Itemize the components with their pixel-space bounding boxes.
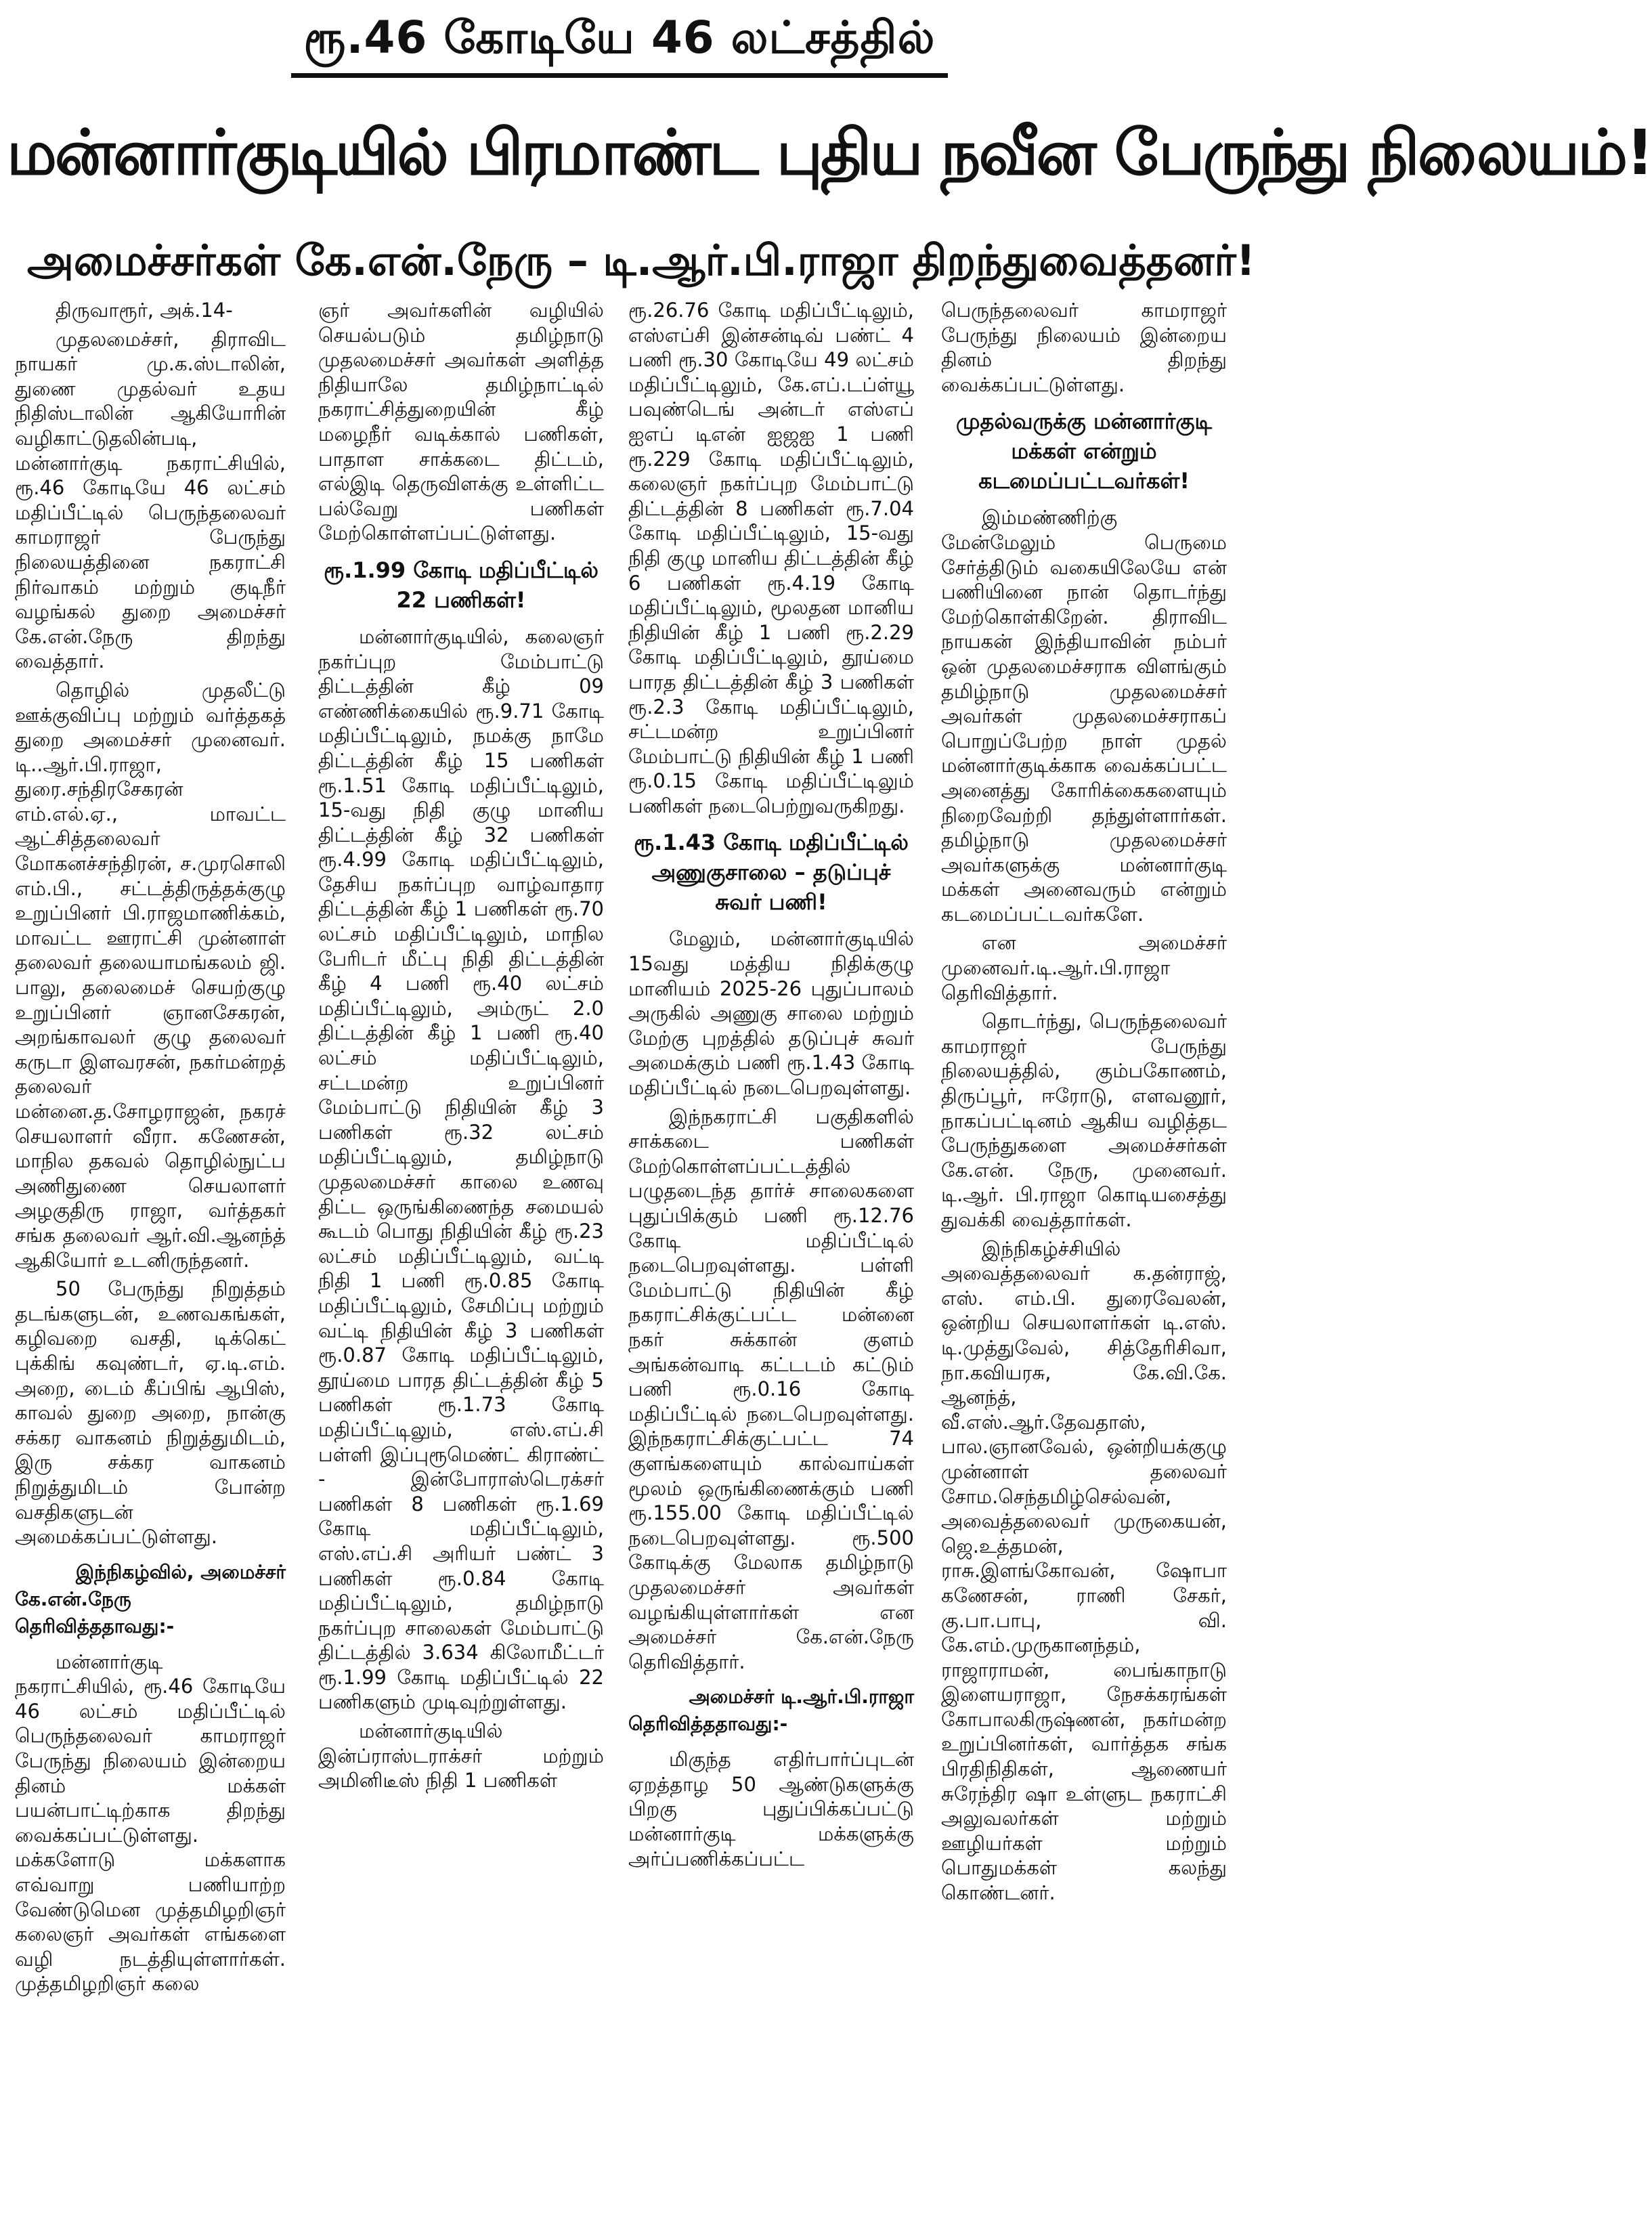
sub-heading-line: ரூ.1.99 கோடி மதிப்பீட்டில் [324, 557, 599, 583]
paragraph: 50 பேருந்து நிறுத்தம் தடங்களுடன், உணவகங்கள், கழிவறை வசதி, டிக்கெட் புக்கிங் கவுண்டர், ஏ.டி.எம். அறை, டைம் கீப்பிங் ஆபிஸ், காவல் துறை அறை, நான்கு சக்கர வாகனம் நிறுத்துமிடம், இரு சக்கர வாகனம் நிறுத்துமிடம் போன்ற வசதிகளுடன் அமைக்கப்பட்டுள்ளது. [15, 1277, 286, 1549]
sub-heading-line: தெரிவித்ததாவது:- [628, 1713, 788, 1736]
sub-heading [941, 406, 1227, 496]
sub-heading-line: அணுகுசாலை – தடுப்புச் சுவர் பணி! [651, 859, 891, 916]
sub-heading-line: கே.என்.நேரு தெரிவித்ததாவது:- [15, 1587, 175, 1637]
sub-heading [628, 1683, 914, 1738]
sub-heading-line: அமைச்சர் டி.ஆர்.பி.ராஜா [689, 1685, 914, 1708]
kicker-underline [291, 73, 948, 78]
paragraph: மேலும், மன்னார்குடியில் 15வது மத்திய நிதிக்குழு மானியம் 2025-26 புதுப்பாலம் அருகில் அணுகு சாலை மற்றும் மேற்கு புறத்தில் தடுப்புச் சுவர் அமைக்கும் பணி ரூ.1.43 கோடி மதிப்பீட்டில் நடைபெறவுள்ளது. [628, 927, 914, 1100]
kicker-headline: ரூ.46 கோடியே 46 லட்சத்தில் [303, 12, 936, 64]
paragraph: இம்மண்ணிற்கு மேன்மேலும் பெருமை சேர்த்திடும் வகையிலேயே என் பணியினை நான் தொடர்ந்து மேற்கொள்கிறேன். திராவிட நாயகன் இந்தியாவின் நம்பர் ஒன் முதலமைச்சராக விளங்கும் தமிழ்நாடு முதலமைச்சர் அவர்கள் முதலமைச்சராகப் பொறுப்பேற்ற நாள் முதல் மன்னார்குடிக்காக வைக்கப்பட்ட அனைத்து கோரிக்கைகளையும் நிறைவேற்றி தந்துள்ளார்கள். தமிழ்நாடு முதலமைச்சர் அவர்களுக்கு மன்னார்குடி மக்கள் அனைவரும் என்றும் கடமைப்பட்டவர்களே. [941, 506, 1227, 926]
paragraph: தொடர்ந்து, பெருந்தலைவர் காமராஜர் பேருந்து நிலையத்தில், கும்பகோணம், திருப்பூர், ஈரோடு, எளவனூர், நாகப்பட்டினம் ஆகிய வழித்தட பேருந்துகளை அமைச்சர்கள் கே.என். நேரு, முனைவர். டி.ஆர். பி.ராஜா கொடியசைத்து துவக்கி வைத்தார்கள். [941, 1010, 1227, 1231]
paragraph: முதலமைச்சர், திராவிட நாயகர் மு.க.ஸ்டாலின், துணை முதல்வர் உதய நிதிஸ்டாலின் ஆகியோரின் வழிகாட்டுதலின்படி, மன்னார்குடி நகராட்சியில், ரூ.46 கோடியே 46 லட்சம் மதிப்பீட்டில் பெருந்தலைவர் காமராஜர் பேருந்து நிலையத்தினை நகராட்சி நிர்வாகம் மற்றும் குடிநீர் வழங்கல் துறை அமைச்சர் கே.என்.நேரு திறந்து வைத்தார். [15, 327, 286, 673]
paragraph: ரூ.26.76 கோடி மதிப்பீட்டிலும், எஸ்எப்சி இன்சன்டிவ் பண்ட் 4 பணி ரூ.30 கோடியே 49 லட்சம் மதிப்பீட்டிலும், கே.எப்.டப்ள்யூ பவுண்டெங் அன்டர் எஸ்எப் ஐஎப் டிஎன் ஐஜஐ 1 பணி ரூ.229 கோடி மதிப்பீட்டிலும், கலைஞர் நகர்ப்புற மேம்பாட்டு திட்டத்தின் 8 பணிகள் ரூ.7.04 கோடி மதிப்பீட்டிலும், 15-வது நிதி குழு மானிய திட்டத்தின் கீழ் 6 பணிகள் ரூ.4.19 கோடி மதிப்பீட்டிலும், மூலதன மானிய நிதியின் கீழ் 1 பணி ரூ.2.29 கோடி மதிப்பீட்டிலும், தூய்மை பாரத திட்டத்தின் கீழ் 3 பணிகள் ரூ.2.3 கோடி மதிப்பீட்டிலும், சட்டமன்ற உறுப்பினர் மேம்பாட்டு நிதியின் கீழ் 1 பணி ரூ.0.15 கோடி மதிப்பீட்டிலும் பணிகள் நடைபெற்றுவருகிறது. [628, 299, 914, 817]
sub-heading-line: முதல்வருக்கு மன்னார்குடி [955, 408, 1213, 435]
article-column-1 [15, 298, 286, 2233]
sub-heading-line: 22 பணிகள்! [396, 586, 526, 613]
sub-headline: அமைச்சர்கள் கே.என்.நேரு – டி.ஆர்.பி.ராஜா திறந்துவைத்தனர்! [27, 236, 1255, 285]
sub-heading [15, 1559, 286, 1640]
sub-heading-line: ரூ.1.43 கோடி மதிப்பீட்டில் [634, 830, 909, 856]
sub-heading [318, 555, 604, 615]
article-column-2 [318, 298, 604, 2233]
paragraph: இந்நிகழ்ச்சியில் அவைத்தலைவர் க.தன்ராஜ், எஸ். எம்.பி. துரைவேலன், ஒன்றிய செயலாளர்கள் டி.எஸ். டி.முத்துவேல், சித்தேரிசிவா, நா.கவியரசு, கே.வி.கே. ஆனந்த், வீ.எஸ்.ஆர்.தேவதாஸ், பால.ஞானவேல், ஒன்றியக்குழு முன்னாள் தலைவர் சோம.செந்தமிழ்செல்வன், அவைத்தலைவர் முருகையன், ஜெ.உத்தமன், ராசு.இளங்கோவன், ஷோபா கணேசன், ராணி சேகர், கு.பா.பாபு, வி. கே.எம்.முருகானந்தம், ராஜாராமன், பைங்காநாடு இளையராஜா, நேசக்கரங்கள் கோபாலகிருஷ்ணன், நகர்மன்ற உறுப்பினர்கள், வார்த்தக சங்க பிரதிநிதிகள், ஆணையர் சுரேந்திர ஷா உள்ளுட நகராட்சி அலுவலர்கள் மற்றும் ஊழியர்கள் மற்றும் பொதுமக்கள் கலந்து கொண்டனர். [941, 1237, 1227, 1905]
article-column-4 [941, 298, 1227, 2233]
dateline: திருவாரூர், அக்.14- [56, 299, 233, 322]
main-headline: மன்னார்குடியில் பிரமாண்ட புதிய நவீன பேருந்து நிலையம்! [7, 116, 1652, 189]
paragraph: என அமைச்சர் முனைவர்.டி.ஆர்.பி.ராஜா தெரிவித்தார். [941, 931, 1227, 1004]
sub-heading-line: மக்கள் என்றும் கடமைப்பட்டவர்கள்! [978, 438, 1190, 494]
paragraph: மன்னார்குடியில் இன்ப்ராஸ்டராக்சர் மற்றும் அமினிடீஸ் நிதி 1 பணிகள் [318, 1719, 604, 1792]
paragraph: மன்னார்குடி நகராட்சியில், ரூ.46 கோடியே 46 லட்சம் மதிப்பீட்டில் பெருந்தலைவர் காமராஜர் பேருந்து நிலையம் இன்றைய தினம் மக்கள் பயன்பாட்டிற்காக திறந்து வைக்கப்பட்டுள்ளது. மக்களோடு மக்களாக எவ்வாறு பணியாற்ற வேண்டுமென முத்தமிழறிஞர் கலைஞர் அவர்கள் எங்களை வழி நடத்தியுள்ளார்கள். முத்தமிழறிஞர் கலை [15, 1650, 286, 1996]
paragraph: மன்னார்குடியில், கலைஞர் நகர்ப்புற மேம்பாட்டு திட்டத்தின் கீழ் 09 எண்ணிக்கையில் ரூ.9.71 கோடி மதிப்பீட்டிலும், நமக்கு நாமே திட்டத்தின் கீழ் 15 பணிகள் ரூ.1.51 கோடி மதிப்பீட்டிலும், 15-வது நிதி குழு மானிய திட்டத்தின் கீழ் 32 பணிகள் ரூ.4.99 கோடி மதிப்பீட்டிலும், தேசிய நகர்ப்புற வாழ்வாதார திட்டத்தின் கீழ் 1 பணிகள் ரூ.70 லட்சம் மதிப்பீட்டிலும், மாநில பேரிடர் மீட்பு நிதி திட்டத்தின் கீழ் 4 பணி ரூ.40 லட்சம் மதிப்பீட்டிலும், அம்ருட் 2.0 திட்டத்தின் கீழ் 1 பணி ரூ.40 லட்சம் மதிப்பீட்டிலும், சட்டமன்ற உறுப்பினர் மேம்பாட்டு நிதியின் கீழ் 3 பணிகள் ரூ.32 லட்சம் மதிப்பீட்டிலும், தமிழ்நாடு முதலமைச்சர் காலை உணவு திட்ட ஒருங்கிணைந்த சமையல் கூடம் பொது நிதியின் கீழ் ரூ.23 லட்சம் மதிப்பீட்டிலும், வட்டி நிதி 1 பணி ரூ.0.85 கோடி மதிப்பீட்டிலும், சேமிப்பு மற்றும் வட்டி நிதியின் கீழ் 3 பணிகள் ரூ.0.87 கோடி மதிப்பீட்டிலும், தூய்மை பாரத திட்டத்தின் கீழ் 5 பணிகள் ரூ.1.73 கோடி மதிப்பீட்டிலும், எஸ்.எப்.சி பள்ளி இப்புரூமெண்ட் கிராண்ட் - இன்போராஸ்டெரக்சர் பணிகள் 8 பணிகள் ரூ.1.69 கோடி மதிப்பீட்டிலும், எஸ்.எப்.சி அரியர் பண்ட் 3 பணிகள் ரூ.0.84 கோடி மதிப்பீட்டிலும், தமிழ்நாடு நகர்ப்புற சாலைகள் மேம்பாட்டு திட்டத்தில் 3.634 கிலோமீட்டர் ரூ.1.99 கோடி மதிப்பீட்டில் 22 பணிகளும் முடிவுற்றுள்ளது. [318, 624, 604, 1714]
sub-heading [628, 827, 914, 917]
paragraph: தொழில் முதலீட்டு ஊக்குவிப்பு மற்றும் வர்த்தகத் துறை அமைச்சர் முனைவர். டி..ஆர்.பி.ராஜா, துரை.சந்திரசேகரன் எம்.எல்.ஏ., மாவட்ட ஆட்சித்தலைவர் மோகனச்சந்திரன், ச.முரசொலி எம்.பி., சட்டத்திருத்தக்குழு உறுப்பினர் பி.ராஜமாணிக்கம், மாவட்ட ஊராட்சி முன்னாள் தலைவர் தலையாமங்கலம் ஜி. பாலு, தலைமைச் செயற்குழு உறுப்பினர் ஞானசேகரன், அறங்காவலர் குழு தலைவர் கருடா இளவரசன், நகர்மன்றத் தலைவர் மன்னை.த.சோழராஜன், நகரச் செயலாளர் வீரா. கணேசன், மாநில தகவல் தொழில்நுட்ப அணிதுணை செயலாளர் அழகுதிரு ராஜா, வர்த்தகர் சங்க தலைவர் ஆர்.வி.ஆனந்த் ஆகியோர் உடனிருந்தனர். [15, 678, 286, 1272]
article-column-3 [628, 298, 914, 2233]
paragraph: பெருந்தலைவர் காமராஜர் பேருந்து நிலையம் இன்றைய தினம் திறந்து வைக்கப்பட்டுள்ளது. [941, 299, 1227, 396]
paragraph: மிகுந்த எதிர்பார்ப்புடன் ஏறத்தாழ 50 ஆண்டுகளுக்கு பிறகு புதுப்பிக்கப்பட்டு மன்னார்குடி மக்களுக்கு அர்ப்பணிக்கப்பட்ட [628, 1748, 914, 1870]
paragraph: இந்நகராட்சி பகுதிகளில் சாக்கடை பணிகள் மேற்கொள்ளப்பட்டத்தில் பழுதடைந்த தார்ச் சாலைகளை புதுப்பிக்கும் பணி ரூ.12.76 கோடி மதிப்பீட்டில் நடைபெறவுள்ளது. பள்ளி மேம்பாட்டு நிதியின் கீழ் நகராட்சிக்குட்பட்ட மன்னை நகர் சுக்கான் குளம் அங்கன்வாடி கட்டடம் கட்டும் பணி ரூ.0.16 கோடி மதிப்பீட்டில் நடைபெறவுள்ளது. இந்நகராட்சிக்குட்பட்ட 74 குளங்களையும் கால்வாய்கள் மூலம் ஒருங்கிணைக்கும் பணி ரூ.155.00 கோடி மதிப்பீட்டில் நடைபெறவுள்ளது. ரூ.500 கோடிக்கு மேலாக தமிழ்நாடு முதலமைச்சர் அவர்கள் வழங்கியுள்ளார்கள் என அமைச்சர் கே.என்.நேரு தெரிவித்தார். [628, 1104, 914, 1673]
sub-heading-line: இந்நிகழ்வில், அமைச்சர் [75, 1560, 286, 1583]
paragraph: ஞர் அவர்களின் வழியில் செயல்படும் தமிழ்நாடு முதலமைச்சர் அவர்கள் அளித்த நிதியாலே தமிழ்நாட்டில் நகராட்சித்துறையின் கீழ் மழைநீர் வடிக்கால் பணிகள், பாதாள சாக்கடை திட்டம், எல்இடி தெருவிளக்கு உள்ளிட்ட பல்வேறு பணிகள் மேற்கொள்ளப்பட்டுள்ளது. [318, 299, 604, 545]
